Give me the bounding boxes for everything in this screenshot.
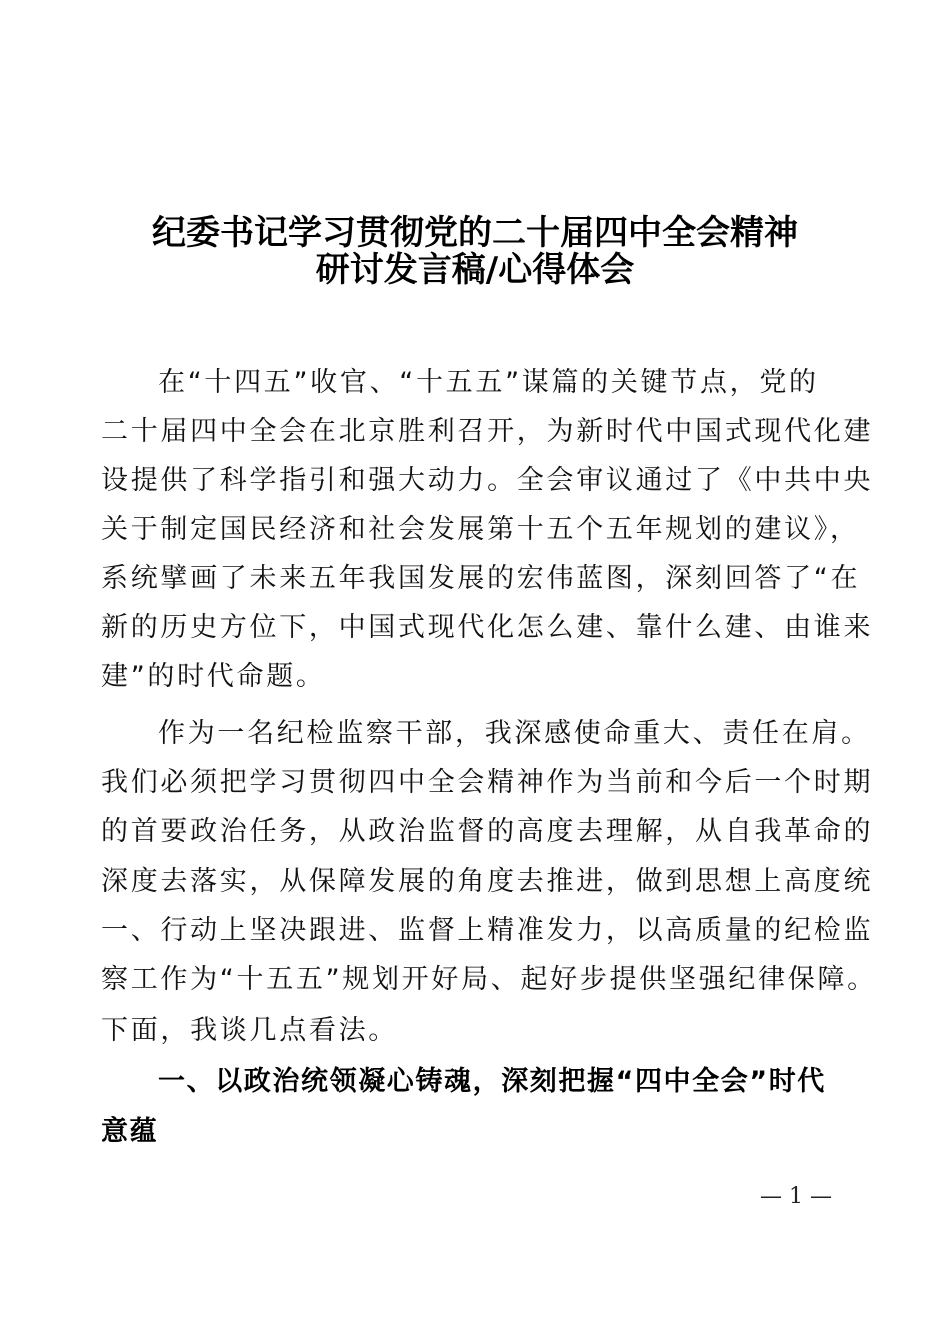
paragraph-line: 二十届四中全会在北京胜利召开，为新时代中国式现代化建 xyxy=(101,416,874,447)
paragraph-line: 关于制定国民经济和社会发展第十五个五年规划的建议》， xyxy=(101,514,860,545)
paragraph-line: 建”的时代命题。 xyxy=(101,661,326,692)
paragraph-line: 深度去落实，从保障发展的角度去推进，做到思想上高度统 xyxy=(101,866,874,897)
paragraph-line: 作为一名纪检监察干部，我深感使命重大、责任在肩。 xyxy=(158,718,871,749)
paragraph-line: 察工作为“十五五”规划开好局、起好步提供坚强纪律保障。 xyxy=(101,964,877,995)
paragraph-line: 一、行动上坚决跟进、监督上精准发力，以高质量的纪检监 xyxy=(101,915,874,946)
paragraph-line: 的首要政治任务，从政治监督的高度去理解，从自我革命的 xyxy=(101,816,874,847)
section-heading-line: 一、以政治统领凝心铸魂，深刻把握“四中全会”时代 xyxy=(158,1066,826,1097)
page-number: — 1 — xyxy=(760,1184,832,1209)
paragraph-line: 系统擘画了未来五年我国发展的宏伟蓝图，深刻回答了“在 xyxy=(101,563,861,594)
paragraph-line: 设提供了科学指引和强大动力。全会审议通过了《中共中央 xyxy=(101,465,874,496)
paragraph-line: 我们必须把学习贯彻四中全会精神作为当前和今后一个时期 xyxy=(101,767,874,798)
paragraph-line: 在“十四五”收官、“十五五”谋篇的关键节点，党的 xyxy=(158,367,819,398)
document-title-line-1: 纪委书记学习贯彻党的二十届四中全会精神 xyxy=(152,213,798,253)
section-heading-line: 意蕴 xyxy=(101,1116,159,1147)
paragraph-line: 新的历史方位下，中国式现代化怎么建、靠什么建、由谁来 xyxy=(101,612,874,643)
paragraph-line: 下面，我谈几点看法。 xyxy=(101,1015,398,1046)
document-title-line-2: 研讨发言稿/心得体会 xyxy=(315,250,635,290)
